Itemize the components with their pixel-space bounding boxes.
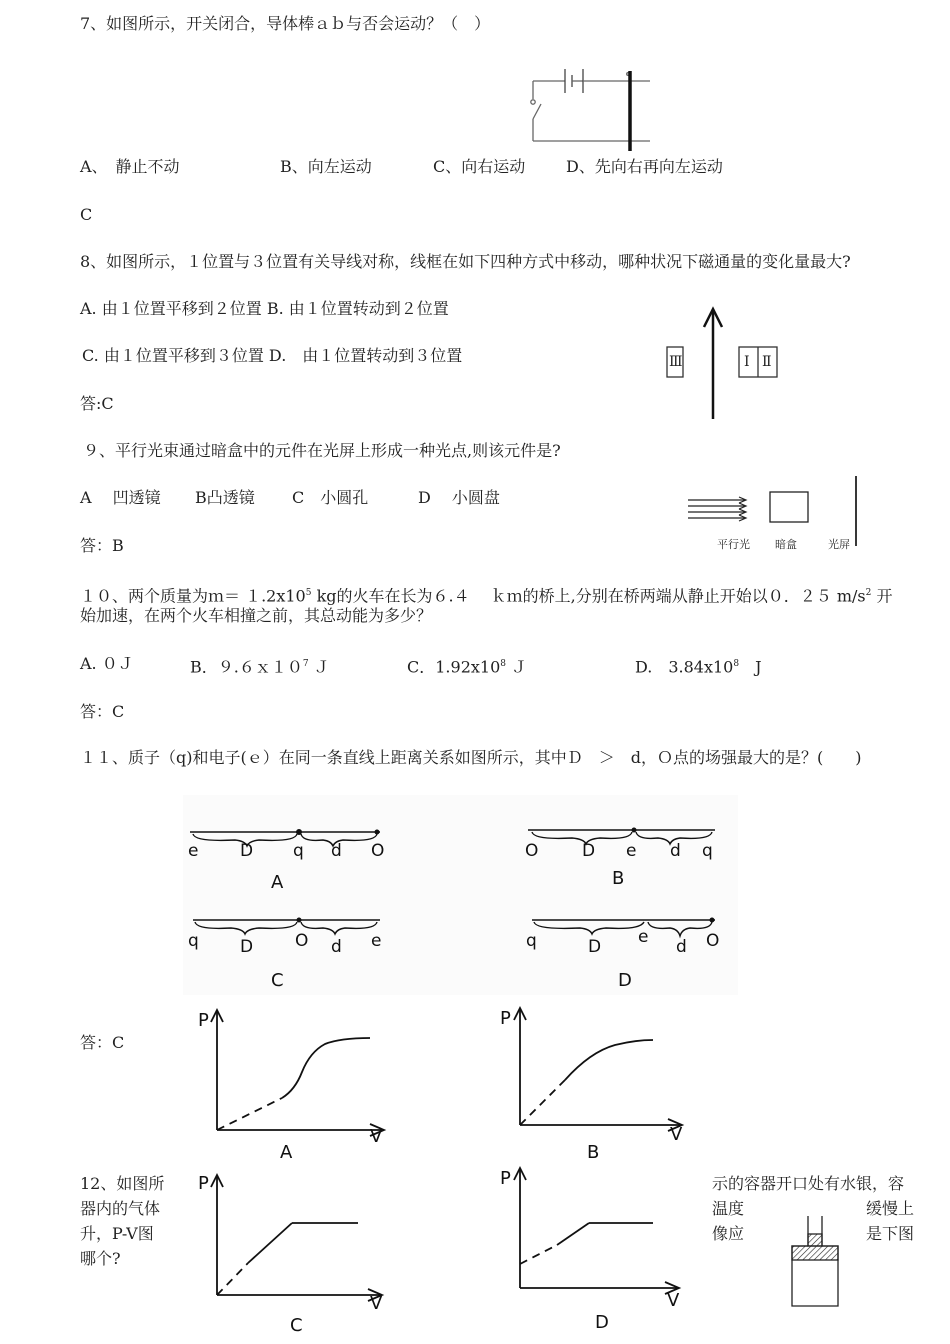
q11-d-point-4: d [676,937,687,957]
q12-a-axis-v: V [370,1126,383,1147]
q12-a-letter: A [280,1142,293,1163]
q11-c-letter: C [271,970,284,991]
q11-question: １１、质子（q)和电子(ｅ）在同一条直线上距离关系如图所示，其中Ｄ ＞ d，Ｏ点的场强最大的是？( ) [80,748,862,767]
q9-label-parallel-light: 平行光 [717,538,750,551]
q11-diagram-b [520,822,725,897]
q12-b-axis-p: P [500,1008,511,1029]
q11-d-point-1: q [526,931,537,951]
q8-options-line2: C. 由１位置平移到３位置 D. 由１位置转动到３位置 [82,346,463,365]
q9-option-b: B凸透镜 [195,488,255,507]
q12-right-line1: 示的容器开口处有水银，容 [712,1174,905,1193]
q7-option-d: D、先向右再向左运动 [566,157,723,176]
q12-a-axis-p: P [198,1010,209,1031]
q12-right-line3b: 是下图 [866,1224,915,1243]
q8-label-position-2: Ⅱ [762,354,772,370]
q10-option-a: A. ０Ｊ [80,654,134,673]
q12-d-axis-v: V [667,1290,680,1311]
q10-answer: 答：C [80,702,125,721]
q11-c-point-1: q [188,931,199,951]
q12-graph-c [190,1165,400,1340]
q12-b-axis-v: V [670,1124,683,1145]
q12-right-line2b: 缓慢上 [866,1199,915,1218]
q9-answer: 答：B [80,536,124,555]
q9-option-a: A 凹透镜 [80,488,161,507]
q12-b-letter: B [587,1142,600,1163]
q11-c-point-5: e [371,931,382,951]
q7-option-a: A、 静止不动 [80,157,180,176]
q11-d-letter: D [618,970,632,991]
q9-label-screen: 光屏 [828,538,850,551]
q10-option-b: B．$9.6x10^7$ Ｊ [190,657,330,677]
q12-left-line4: 哪个? [80,1249,121,1268]
q11-d-point-5: O [706,931,720,951]
q11-b-point-3: e [626,841,637,861]
q7-circuit-figure [525,65,665,155]
q12-graph-a [190,1000,400,1165]
q7-option-c: C、向右运动 [433,157,526,176]
q12-d-axis-p: P [500,1168,511,1189]
q7-option-b: B、向左运动 [280,157,372,176]
q10-option-d: D. $3.84x10^8$ J [635,657,762,677]
q9-light-box-figure [685,470,865,540]
q10-question-line2: 始加速，在两个火车相撞之前，其总动能为多少？ [80,606,433,625]
q12-graph-b [495,1000,695,1165]
q11-b-point-4: d [670,841,681,861]
q12-right-line3: 像应 [712,1224,745,1243]
q11-a-point-4: d [331,841,342,861]
q11-diagram-a [185,822,390,897]
q12-graph-d [495,1160,695,1335]
q11-d-point-3: e [638,927,649,947]
q8-options-line1: A. 由１位置平移到２位置 B. 由１位置转动到２位置 [80,299,449,318]
q12-right-line2: 温度 [712,1199,745,1218]
q11-diagram-d [520,912,725,991]
q12-left-line1: 12、如图所 [80,1174,165,1193]
q8-answer: 答:C [80,394,114,413]
q11-d-point-2: D [588,937,602,957]
q11-b-point-2: D [582,841,596,861]
q9-question: ９、平行光束通过暗盒中的元件在光屏上形成一种光点,则该元件是? [83,441,561,460]
q11-b-point-1: O [525,841,539,861]
q8-label-position-3: Ⅲ [669,354,683,370]
q11-diagram-c [185,912,390,991]
q11-c-point-4: d [331,937,342,957]
q12-c-letter: C [290,1315,303,1336]
q11-answer: 答：C [80,1033,125,1052]
q12-c-axis-p: P [198,1173,209,1194]
q10-question-line1: １０、两个质量为ｍ＝ $1.2x10^5$ kg的火车在长为６.４ ｋｍ的桥上,分别在桥两端从静止开始以０．２５ $m/s^2$ 开 [80,586,893,606]
q11-a-point-5: O [371,841,385,861]
q7-question: 7、如图所示，开关闭合，导体棒ａｂ与否会运动？（ ） [80,14,491,33]
q11-a-letter: A [271,872,284,893]
q12-d-letter: D [595,1312,609,1333]
q9-option-d: D 小圆盘 [418,488,500,507]
q12-left-line2: 器内的气体 [80,1199,161,1218]
q11-b-letter: B [612,868,625,889]
q9-label-dark-box: 暗盒 [775,538,797,551]
q11-a-point-1: e [188,841,199,861]
q8-label-position-1: Ⅰ [744,354,750,370]
q7-answer: C [80,205,93,224]
q12-left-line3: 升，P-V图 [80,1224,154,1243]
q11-a-point-2: D [240,841,254,861]
q12-c-axis-v: V [370,1293,383,1314]
q11-b-point-5: q [702,841,713,861]
q11-a-point-3: q [293,841,304,861]
q12-container-figure [788,1212,850,1310]
q9-option-c: C 小圆孔 [292,488,369,507]
q8-question: 8、如图所示，１位置与３位置有关导线对称，线框在如下四种方式中移动，哪种状况下磁通量的变化量最大? [80,252,851,271]
q10-option-c: C．$1.92x10^8$ Ｊ [407,657,528,677]
q11-c-point-2: D [240,937,254,957]
q11-c-point-3: O [295,931,309,951]
